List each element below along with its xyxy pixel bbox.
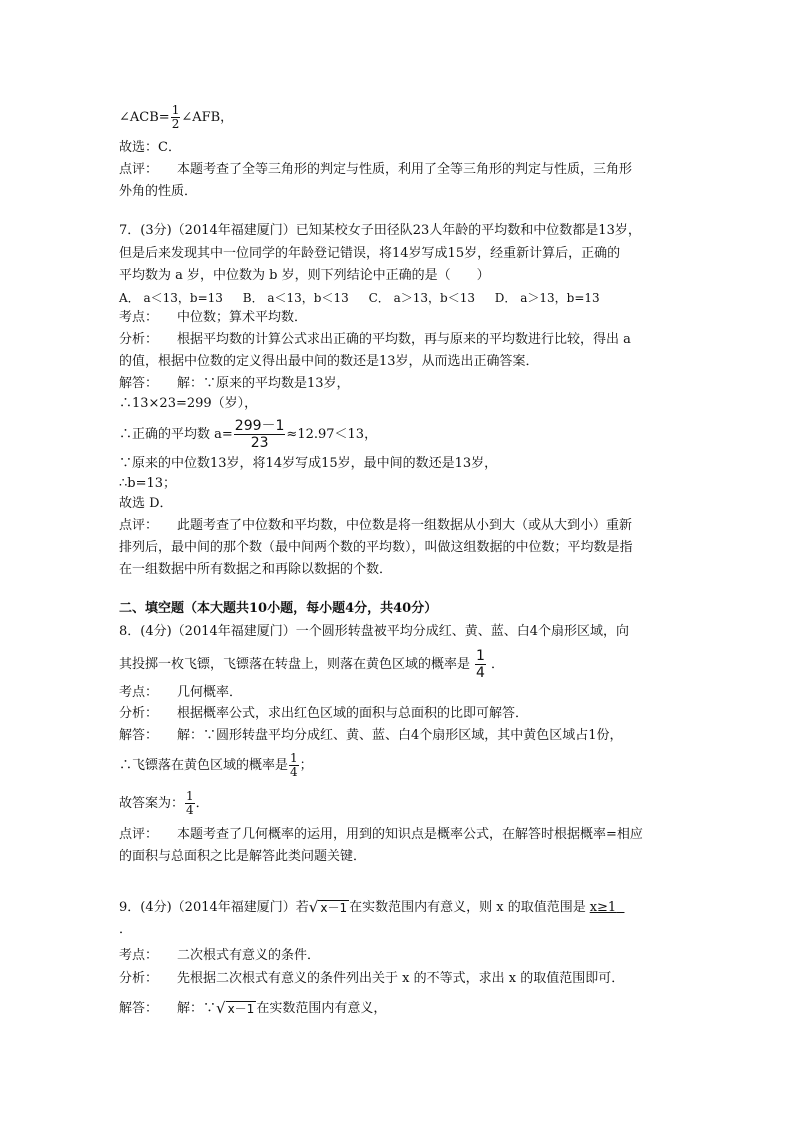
q8-prob-fraction: $\frac{1}{4}$ [290,751,298,779]
q7-option-c: C． a＞13，b＜13 [368,291,475,305]
q8-solution-prob: ∴飞镖落在黄色区域的概率是 $\frac{1}{4}$ ； [119,751,313,779]
q7-jieda: 解答： 解：∵原来的平均数是13岁， [119,376,350,391]
q8-jieda: 解答： 解：∵圆形转盘平均分成红、黄、蓝、白4个扇形区域，其中黄色区域占1份， [119,728,623,743]
q8-answer: 故答案为： $\frac{1}{4}$ ． [119,789,209,817]
q7-stem-2: 但是后来发现其中一位同学的年龄登记错误，将14岁写成15岁，经重新计算后，正确的 [119,246,621,261]
q7-solution-mean: ∴正确的平均数 a= $\frac{299-1}{23}$ ≈12.97＜13， [119,418,378,451]
q8-kaodian: 考点： 几何概率． [119,685,243,700]
q9-jieda: 解答： 解：∵√ x－1 在实数范围内有意义， [119,999,387,1017]
q8-answer-fraction: $\frac{1}{4}$ [476,648,485,681]
q9-fenxi: 分析： 先根据二次根式有意义的条件列出关于 x 的不等式，求出 x 的取值范围即可． [119,971,625,986]
q7-option-d: D． a＞13，b=13 [494,291,600,305]
q6-choice: 故选：C． [119,140,181,155]
q9-answer-blank: x≥1 [589,900,617,915]
q8-answer-line-fraction: $\frac{1}{4}$ [186,789,194,817]
q7-solution-median: ∵原来的中位数13岁，将14岁写成15岁，最中间的数还是13岁， [119,456,498,471]
q7-kaodian: 考点： 中位数；算术平均数． [119,310,308,325]
q6-comment: 点评： 本题考查了全等三角形的判定与性质，利用了全等三角形的判定与性质，三角形 [119,162,633,177]
sqrt-expression: √ x－1 [308,898,348,916]
q7-option-a: A． a＜13，b=13 [119,291,223,305]
q9-kaodian: 考点： 二次根式有意义的条件． [119,948,321,963]
section-title: 二、填空题（本大题共10小题，每小题4分，共40分） [119,601,438,616]
sqrt-expression-2: √ x－1 [216,999,255,1017]
q8-fenxi: 分析： 根据概率公式，求出红色区域的面积与总面积的比即可解答． [119,706,529,721]
q7-choice: 故选 D． [119,496,173,511]
q7-option-b: B． a＜13，b＜13 [242,291,349,305]
q6-angle-line: ∠ACB= $\frac{1}{2}$ ∠AFB， [119,103,234,131]
q8-comment: 点评： 本题考查了几何概率的运用，用到的知识点是概率公式，在解答时根据概率=相应 [119,827,643,842]
q8-stem-2: 其投掷一枚飞镖，飞镖落在转盘上，则落在黄色区域的概率是 $\frac{1}{4}$ ． [119,648,504,681]
q7-fenxi-cont: 的值，根据中位数的定义得出最中间的数还是13岁，从而选出正确答案． [119,354,539,369]
q7-options [119,290,616,306]
half-fraction: $\frac{1}{2}$ [171,103,180,131]
q7-fenxi: 分析： 根据平均数的计算公式求出正确的平均数，再与原来的平均数进行比较，得出 a [119,332,631,347]
q7-solution-line: ∴13×23=299（岁）， [119,396,258,411]
q7-stem-3: 平均数为 a 岁，中位数为 b 岁，则下列结论中正确的是（ ） [119,268,490,283]
q9-stem-end: ． [119,922,133,937]
q6-comment-cont: 外角的性质． [119,184,198,199]
q7-comment-cont-2: 在一组数据中所有数据之和再除以数据的个数． [119,562,393,577]
q7-comment: 点评： 此题考查了中位数和平均数，中位数是将一组数据从小到大（或从大到小）重新 [119,518,633,533]
q7-comment-cont-1: 排列后，最中间的那个数（最中间两个数的平均数），叫做这组数据的中位数；平均数是指 [119,540,633,555]
q9-stem: 9．(4分)（2014年福建厦门）若√ x－1 在实数范围内有意义，则 x 的取值范围是 x≥1 [119,899,628,916]
q8-comment-cont: 的面积与总面积之比是解答此类问题关键． [119,849,367,864]
q7-stem-1: 7．(3分)（2014年福建厦门）已知某校女子田径队23人年龄的平均数和中位数都是13岁， [119,223,641,238]
mean-fraction: $\frac{299-1}{23}$ [234,418,285,451]
q8-stem-1: 8．(4分)（2014年福建厦门）一个圆形转盘被平均分成红、黄、蓝、白4个扇形区域，向 [119,624,630,639]
q7-solution-b: ∴b=13； [119,476,177,491]
